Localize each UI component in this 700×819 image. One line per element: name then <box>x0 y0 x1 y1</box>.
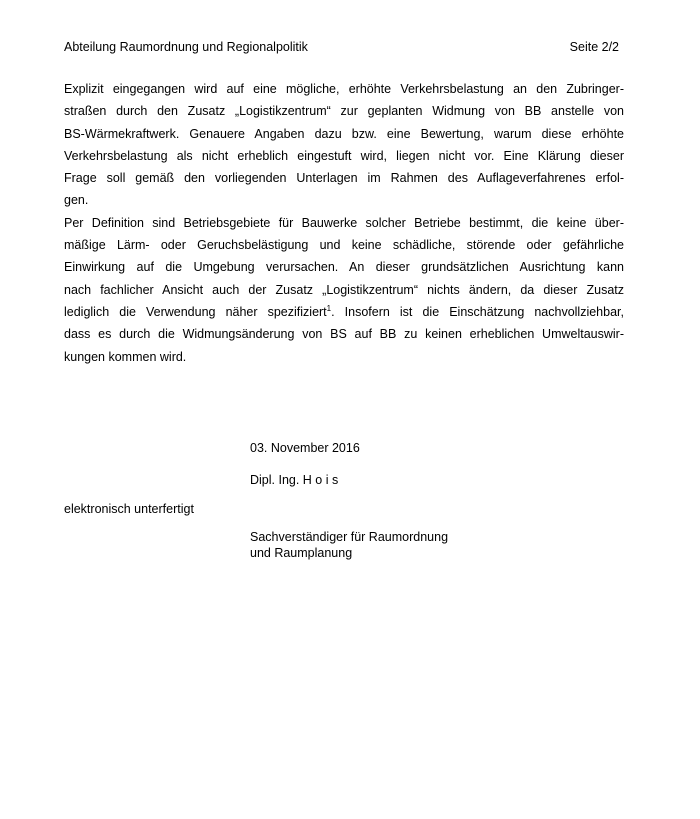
paragraph-line: BS-Wärmekraftwerk. Genauere Angaben dazu bzw. eine Bewertung, warum diese erhöhte <box>64 126 624 141</box>
body-text <box>64 78 624 368</box>
paragraph-line: kungen kommen wird. <box>64 349 187 364</box>
footnote-marker: 1 <box>326 303 332 313</box>
signatory-title-line: und Raumplanung <box>250 546 353 560</box>
footnote-text-before: lediglich die Verwendung näher spezifiziert <box>64 304 327 319</box>
signatory-title <box>250 529 448 561</box>
paragraph-line: gen. <box>64 193 89 208</box>
paragraph-line-footnote <box>64 301 624 323</box>
paragraph-line: Per Definition sind Betriebsgebiete für Bauwerke solcher Betriebe bestimmt, die keine über- <box>64 215 624 230</box>
paragraph-line: dass es durch die Widmungsänderung von BS auf BB zu keinen erheblichen Umweltauswir- <box>64 327 624 342</box>
paragraph-line: nach fachlicher Ansicht auch der Zusatz „Logistikzentrum“ nichts ändern, da dieser Zusatz <box>64 282 624 297</box>
paragraph-line: mäßige Lärm- oder Geruchsbelästigung und keine schädliche, störende oder gefährliche <box>64 238 624 253</box>
signatory-name: Dipl. Ing. H o i s <box>250 473 339 487</box>
paragraph-line: Frage soll gemäß den vorliegenden Unterlagen im Rahmen des Auflageverfahrenes erfol- <box>64 171 624 186</box>
page-number: Seite 2/2 <box>569 40 619 54</box>
signature-date: 03. November 2016 <box>250 441 360 455</box>
page-header <box>64 38 619 56</box>
paragraph-line: Einwirkung auf die Umgebung verursachen. An dieser grundsätzlichen Ausrichtung kann <box>64 260 624 275</box>
signatory-title-line: Sachverständiger für Raumordnung <box>250 530 449 544</box>
paragraph-line: Verkehrsbelastung als nicht erheblich eingestuft wird, liegen nicht vor. Eine Klärung dieser <box>64 148 624 163</box>
footnote-text-after: . Insofern ist die Einschätzung nachvollziehbar, <box>331 304 624 319</box>
paragraph-line: straßen durch den Zusatz „Logistikzentrum“ zur geplanten Widmung von BB anstelle von <box>64 104 624 119</box>
electronic-signature-note: elektronisch unterfertigt <box>64 502 194 516</box>
department-name: Abteilung Raumordnung und Regionalpolitik <box>64 40 308 54</box>
paragraph-line: Explizit eingegangen wird auf eine mögliche, erhöhte Verkehrsbelastung an den Zubringer- <box>64 82 624 96</box>
